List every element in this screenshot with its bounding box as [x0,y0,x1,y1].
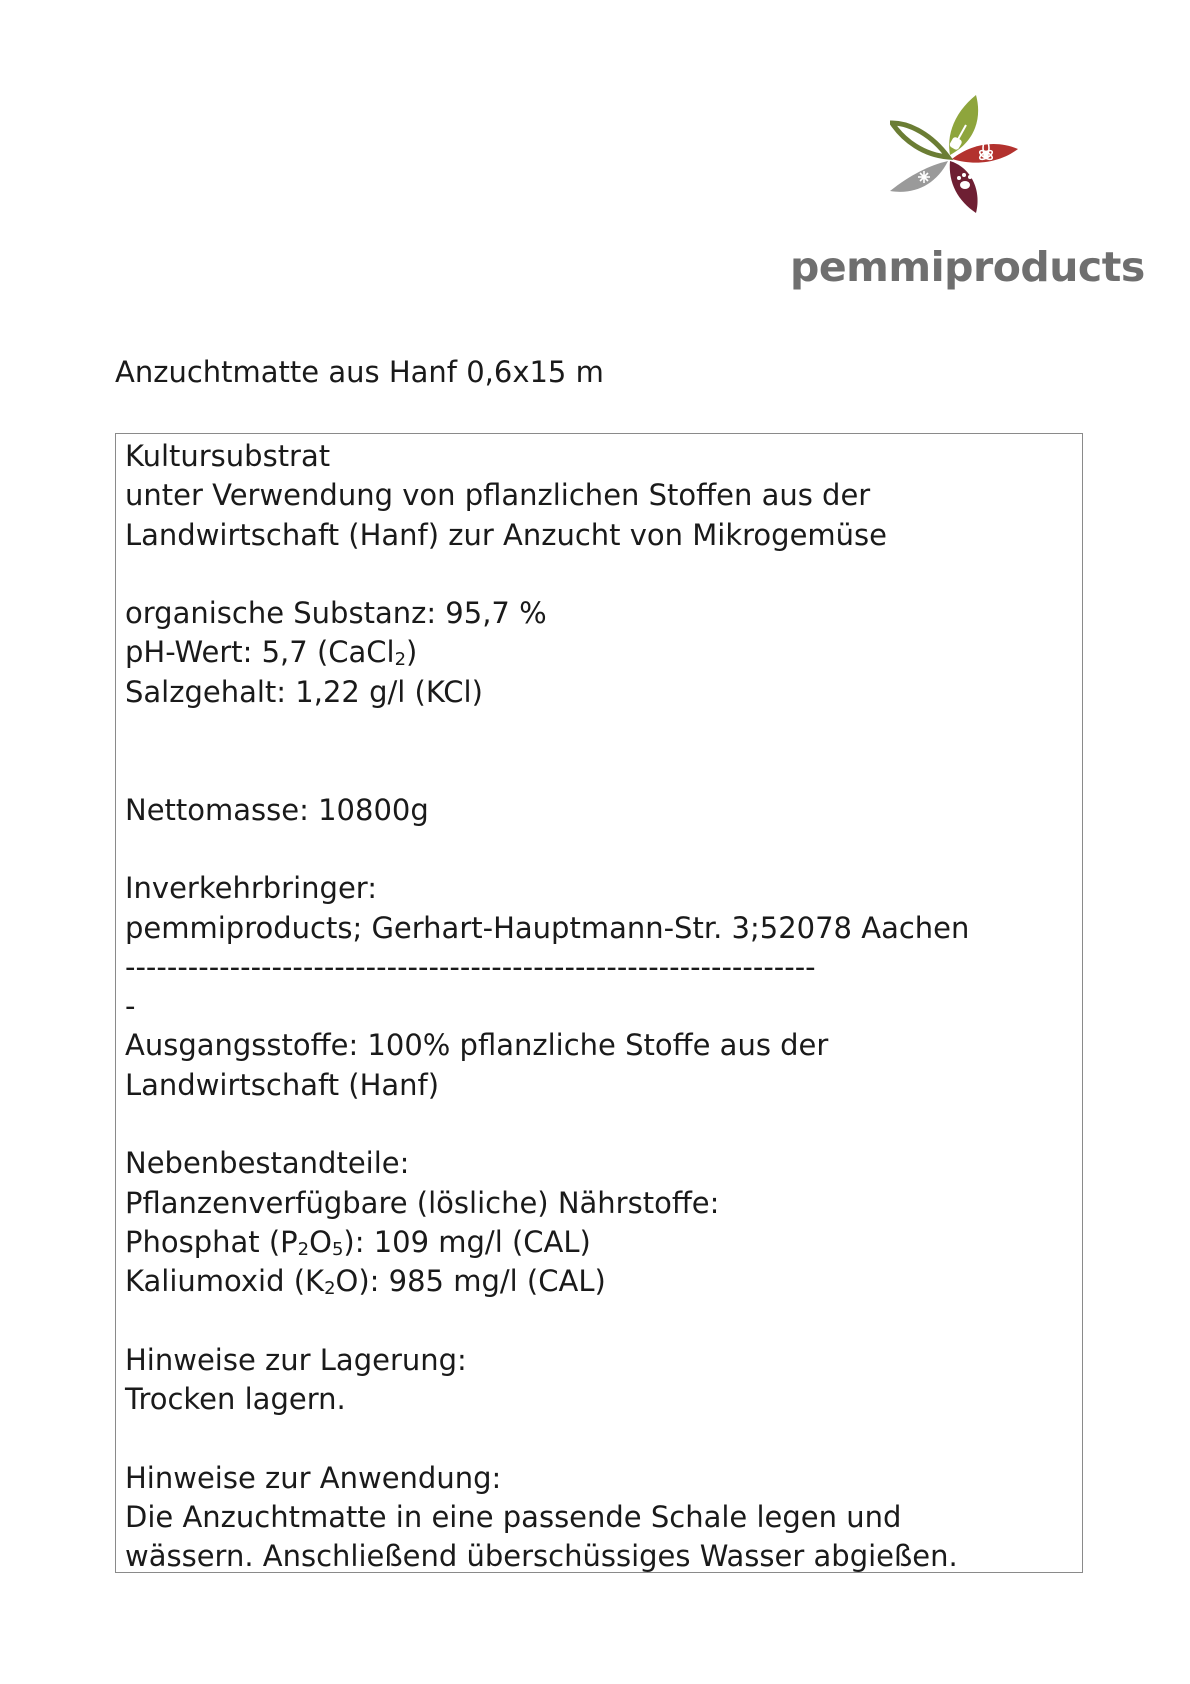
nutrients-heading: Pflanzenverfügbare (lösliche) Nährstoffe: [125,1185,720,1220]
usage-label: Hinweise zur Anwendung: [125,1460,502,1495]
description-line-2: Landwirtschaft (Hanf) zur Anzucht von Mikrogemüse [125,517,888,552]
type-heading: Kultursubstrat [125,439,331,473]
source-materials-line-1: Ausgangsstoffe: 100% pflanzliche Stoffe aus der [125,1028,829,1063]
potassium-subscript: 2 [324,1278,336,1300]
description-line-1: unter Verwendung von pflanzlichen Stoffen aus der [125,478,871,513]
phosphate-text-3: ): 109 mg/l (CAL) [343,1224,591,1259]
separator-tail: - [125,989,136,1024]
phosphate-text-1: Phosphat (P [125,1224,298,1259]
usage-text-line-1: Die Anzuchtmatte in eine passende Schale legen und [125,1500,902,1535]
potassium-text-2: O): 985 mg/l (CAL) [335,1264,606,1299]
distributor-address: pemmiproducts; Gerhart-Hauptmann-Str. 3;52078 Aachen [125,910,970,945]
spacer [125,1105,1080,1144]
organic-substance: organische Substanz: 95,7 % [125,596,547,631]
storage-text: Trocken lagern. [125,1382,346,1417]
phosphate-text-2: O [309,1224,332,1259]
ph-value-subscript: 2 [394,649,407,671]
net-mass: Nettomasse: 10800g [125,792,429,827]
salt-content: Salzgehalt: 1,22 g/l (KCl) [125,674,483,709]
spacer [125,830,1080,869]
product-title: Anzuchtmatte aus Hanf 0,6x15 m [115,355,604,389]
storage-label: Hinweise zur Lagerung: [125,1342,467,1377]
ph-value-suffix: ) [406,635,418,670]
phosphate-value [125,1223,1080,1262]
separator-line: ------------------------------------------------------------------ [125,949,816,984]
ph-value-text: pH-Wert: 5,7 (CaCl [125,635,395,670]
spacer [125,712,1080,791]
brand-logo [790,95,1145,295]
flower-logo-icon [890,95,1040,225]
phosphate-subscript-2: 5 [331,1238,344,1260]
spacer [125,555,1080,594]
distributor-label: Inverkehrbringer: [125,871,377,906]
ph-value [125,633,1080,672]
brand-wordmark: pemmiproducts [790,243,1145,291]
label-text [125,437,1080,1577]
potassium-text-1: Kaliumoxid (K [125,1264,325,1299]
potassium-value [125,1262,1080,1301]
source-materials-line-2: Landwirtschaft (Hanf) [125,1067,440,1102]
secondary-components-label: Nebenbestandteile: [125,1146,410,1181]
usage-text-line-2: wässern. Anschließend überschüssiges Wasser abgießen. [125,1539,958,1574]
label-box [115,433,1083,1573]
phosphate-subscript-1: 2 [297,1238,310,1260]
spacer [125,1419,1080,1458]
spacer [125,1302,1080,1341]
